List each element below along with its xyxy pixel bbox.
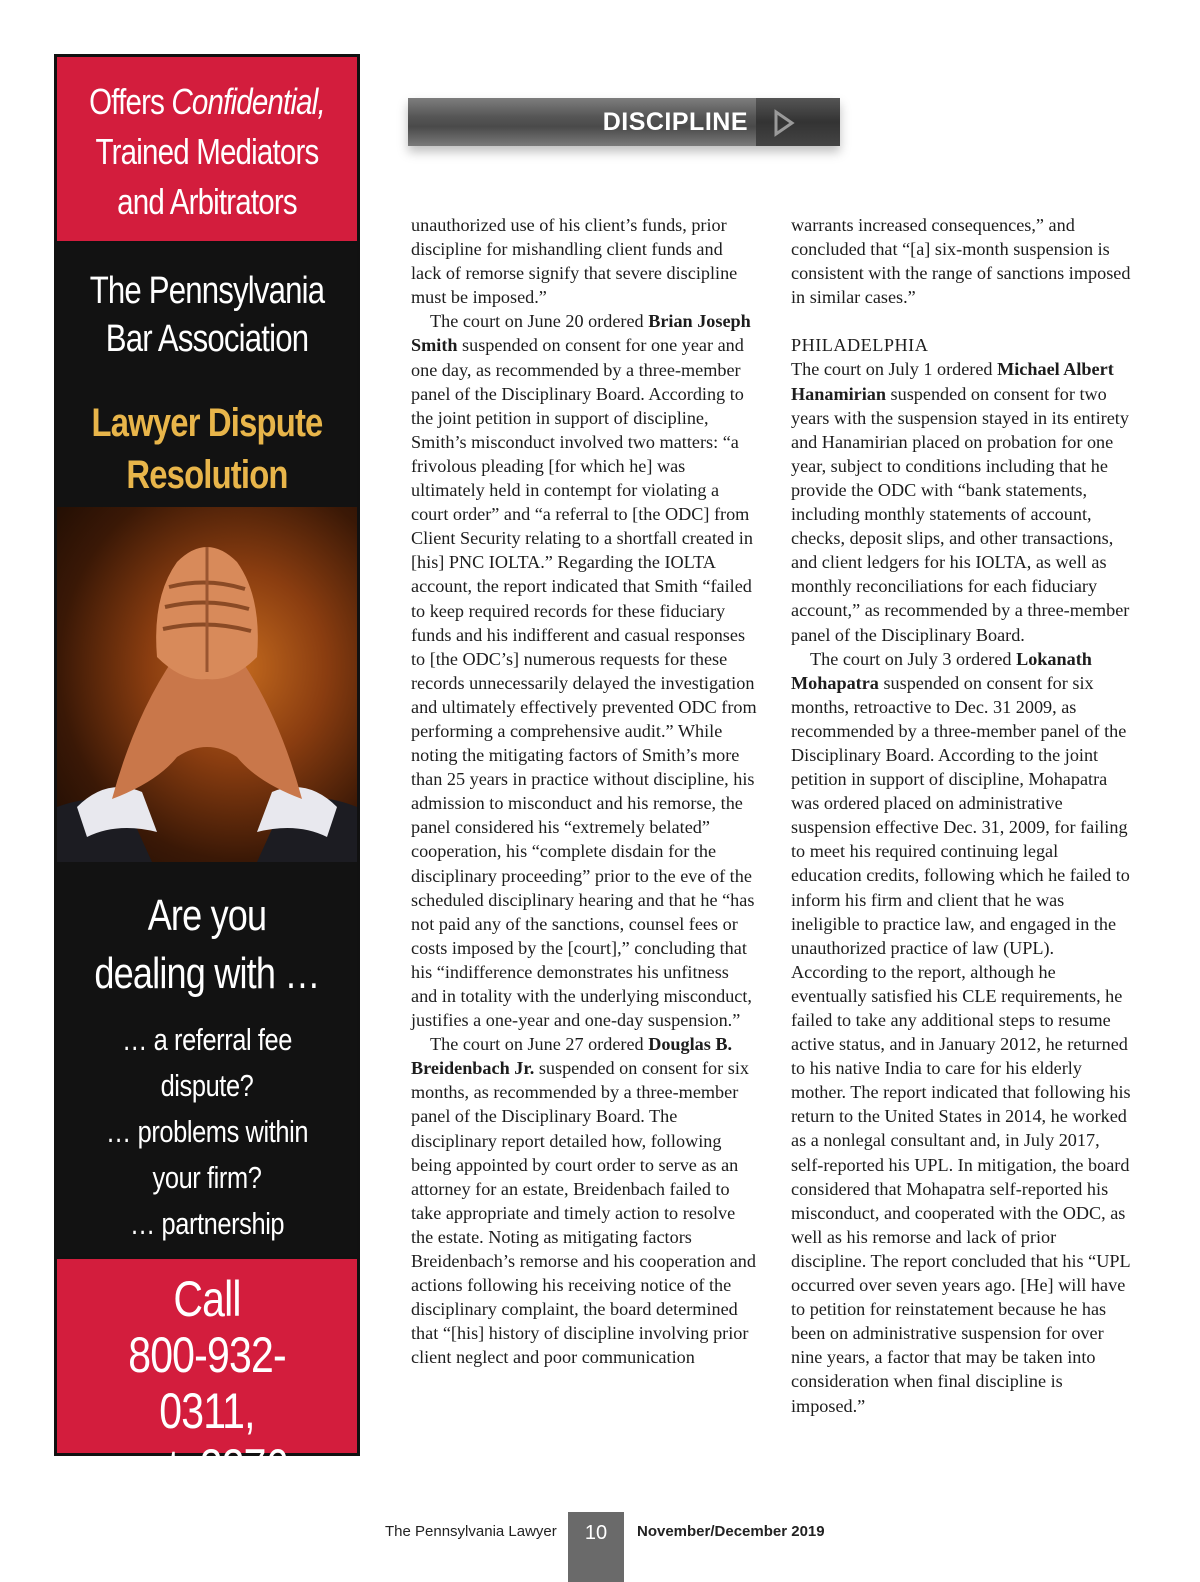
ad-item-list xyxy=(57,1017,357,1293)
section-banner xyxy=(408,98,840,146)
region-heading: PHILADELPHIA xyxy=(791,335,929,356)
advertisement xyxy=(54,54,360,1495)
paragraph-text: suspended on consent for two years with the suspension stayed in its entirety and Hanamirian placed on probation for one year, subject to conditions including that he provide the ODC with “bank statements, including monthly statements of account, checks, deposit slips, and other transactions, and client ledgers for his IOLTA, as well as monthly reconciliations for each fiduciary account,” as recommended by a three-member panel of the Disciplinary Board. xyxy=(791,383,1130,645)
ad-extension: ext. 2276 xyxy=(126,1439,288,1495)
paragraph-text: suspended on consent for one year and one day, as recommended by a three-member panel of the Disciplinary Board. According to the joint petition in support of discipline, Smith’s misconduct involved two matters: “a frivolous pleading [for which he] was ultimately held in contempt for violating a court order” and “a referral to [the ODC] from Client Security relating to a shortfall created in [his] PNC IOLTA.” Regarding the IOLTA account, the report indicated that Smith “failed to keep required records for these fiduciary funds and his indifferent and casual responses to [the ODC’s] numerous requests for these records unnecessarily delayed the investigation and ultimately effectively prevented ODC from performing a comprehensive audit.” While noting the mitigating factors of Smith’s more than 25 years in practice without discipline, his admission to misconduct and his remorse, the panel considered his “extremely belated” cooperation, his “complete disdain for the disciplinary proceeding” prior to the eve of the scheduled disciplinary hearing and that he “has not paid any of the sanctions, counsel fees or costs imposed by the [court],” concluding that his “indifference demonstrates his unfitness and in totality with the underlying misconduct, justifies a one-year and one-day suspension.” xyxy=(411,335,757,1031)
paragraph-text: suspended on consent for six months, as recommended by a three-member panel of the Disciplinary Board. The disciplinary report detailed how, following being appointed by court order to serve as an attorney for an estate, Breidenbach failed to take appropriate and timely action to resolve the estate. Noting as mitigating factors Breidenbach’s remorse and his cooperation and actions following his receiving notice of the disciplinary complaint, the board determined that “[his] history of discipline involving prior client neglect and poor communication xyxy=(411,1058,756,1368)
ad-question-line-2: dealing with … xyxy=(94,949,320,998)
ad-association xyxy=(57,267,357,363)
ad-program-line-2: Resolution xyxy=(126,453,288,497)
ad-item: your firm? xyxy=(152,1160,262,1195)
paragraph-text: The court on July 1 ordered xyxy=(791,359,998,380)
paragraph: warrants increased consequences,” and concluded that “[a] six-month suspension is consistent with the range of sanctions imposed in similar cases.” xyxy=(791,215,1131,308)
banner-arrow-block xyxy=(756,98,840,146)
paragraph xyxy=(791,647,1133,1418)
paragraph xyxy=(411,1032,757,1369)
ad-call-to-action xyxy=(57,1256,357,1495)
publication-name: The Pennsylvania Lawyer xyxy=(385,1523,557,1540)
play-arrow-icon xyxy=(774,110,804,136)
paragraph-text: The court on June 27 ordered xyxy=(430,1034,649,1055)
ad-headline xyxy=(57,57,357,244)
ad-call-line-1: Call xyxy=(173,1271,241,1327)
article-column-1 xyxy=(411,213,757,1370)
paragraph xyxy=(791,357,1133,646)
clasped-hands-photo xyxy=(57,507,357,862)
ad-association-line-2: Bar Association xyxy=(105,318,309,360)
page-number: 10 xyxy=(568,1512,624,1582)
ad-headline-line-1: Offers xyxy=(89,81,172,122)
ad-item: … partnership xyxy=(129,1206,285,1241)
ad-item: … problems within xyxy=(105,1114,309,1149)
paragraph-text: suspended on consent for six months, retroactive to Dec. 31 2009, as recommended by a three-member panel of the Disciplinary Board. According to the joint petition in support of discipline, Mohapatra was ordered placed on administrative suspension effective Dec. 31, 2009, for failing to meet his required continuing legal education credits, following which he failed to inform his firm and client that he was ineligible to practice law, and engaged in the unauthorized practice of law (UPL). According to the report, although he eventually satisfied his CLE requirements, he failed to take any additional steps to resume active status, and in January 2012, he returned to his native India to care for his elderly mother. The report indicated that following his return to the United States in 2014, he worked as a nonlegal consultant and, in July 2017, self-reported his UPL. In mitigation, the board considered that Mohapatra self-reported his misconduct, and cooperated with the ODC, as well as his remorse and lack of prior discipline. The report concluded that his “UPL occurred over seven years ago. [He] will have to petition for reinstatement because he has been on administrative suspension for over nine years, a factor that may be taken into consideration when final discipline is imposed.” xyxy=(791,672,1131,1416)
attorney-name: Michael Albert Hanamirian xyxy=(791,359,1114,404)
ad-association-line-1: The Pennsylvania xyxy=(89,270,325,312)
ad-item: … a referral fee dispute? xyxy=(121,1022,293,1103)
paragraph-text: The court on June 20 ordered xyxy=(430,311,649,332)
ad-question xyxy=(57,887,357,1003)
ad-program-line-1: Lawyer Dispute xyxy=(91,401,323,445)
paragraph-text: The court on July 3 ordered xyxy=(810,648,1017,669)
ad-question-line-1: Are you xyxy=(147,891,267,940)
ad-headline-line-3: and Arbitrators xyxy=(117,181,297,222)
paragraph xyxy=(411,309,757,1032)
section-title: DISCIPLINE xyxy=(602,108,748,136)
ad-headline-emphasis: Confidential, xyxy=(171,81,325,122)
issue-date: November/December 2019 xyxy=(637,1523,825,1540)
ad-headline-line-2: Trained Mediators xyxy=(95,131,319,172)
paragraph: unauthorized use of his client’s funds, prior discipline for mishandling client funds and lack of remorse signify that severe discipline must be imposed.” xyxy=(411,215,738,308)
attorney-name: Brian Joseph Smith xyxy=(411,311,751,356)
attorney-name: Lokanath Mohapatra xyxy=(791,648,1092,693)
attorney-name: Douglas B. Breidenbach Jr. xyxy=(411,1034,733,1079)
ad-phone-number: 800-932-0311, xyxy=(128,1327,286,1439)
article-column-2 xyxy=(791,213,1133,1418)
clasped-hands-illustration xyxy=(57,507,357,862)
